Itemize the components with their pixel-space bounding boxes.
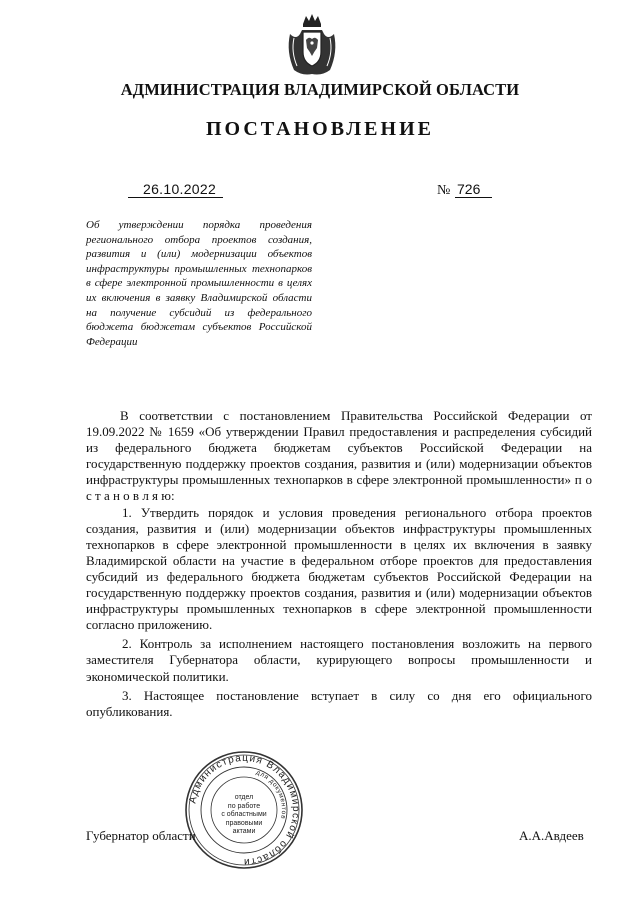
signatory-name: А.А.Авдеев <box>519 828 584 843</box>
document-number: 726 <box>457 181 481 197</box>
organization-name: АДМИНИСТРАЦИЯ ВЛАДИМИРСКОЙ ОБЛАСТИ <box>120 80 520 99</box>
stamp-line: отдел <box>234 794 254 801</box>
document-subject: Об утверждении порядка проведения регионального отбора проектов создания, развития и (или) модернизации объектов инфраструктуры промышленных технопарков в сфере электронной промышленности в целях их включения в заявку Владимирской области на получение субсидий из федерального бюджета бюджетам субъектов Российской Федерации <box>86 219 312 348</box>
document-body <box>86 408 592 720</box>
number-underline <box>455 197 492 198</box>
number-sign: № <box>437 183 451 198</box>
stamp-center-text <box>212 794 276 837</box>
stamp-ring-text: Администрация Владимирской области <box>187 752 302 868</box>
preamble-paragraph: В соответствии с постановлением Правительства Российской Федерации от 19.09.2022 № 1659 «Об утверждении Правил предоставления и распределения субсидий из федерального бюджета бюджетам субъектов Российской Федерации на государственную поддержку проектов создания, развития и (или) модернизации объектов инфраструктуры промышленных технопарков в сфере электронной промышленности» п о с т а н о в л я ю: <box>86 408 592 504</box>
stamp-line: актами <box>232 828 256 835</box>
stamp-line: с областными <box>221 811 267 818</box>
stamp-line: правовыми <box>225 819 263 827</box>
item-2-paragraph: 2. Контроль за исполнением настоящего постановления возложить на первого заместителя Губернатора области, курирующего вопросы промышленности и экономической политики. <box>86 636 592 684</box>
item-3-paragraph: 3. Настоящее постановление вступает в силу со дня его официального опубликования. <box>86 687 592 719</box>
document-type: ПОСТАНОВЛЕНИЕ <box>206 118 434 140</box>
date-underline <box>128 197 223 198</box>
stamp-inner-ring-text: для документов <box>255 769 288 820</box>
signatory-title: Губернатор области <box>86 828 196 843</box>
document-date: 26.10.2022 <box>143 181 217 197</box>
item-1-paragraph: 1. Утвердить порядок и условия проведения регионального отбора проектов создания, развития и (или) модернизации объектов инфраструктуры промышленных технопарков в сфере электронной промышленности в целях их включения в заявку Владимирской области на участие в федеральном отборе проектов для предоставления субсидий из федерального бюджета бюджетам субъектов Российской Федерации на государственную поддержку проектов создания, развития и (или) модернизации объектов инфраструктуры промышленных технопарков в сфере электронной промышленности согласно приложению. <box>86 504 592 633</box>
coat-of-arms-icon <box>282 12 342 78</box>
stamp-line: по работе <box>227 802 261 810</box>
